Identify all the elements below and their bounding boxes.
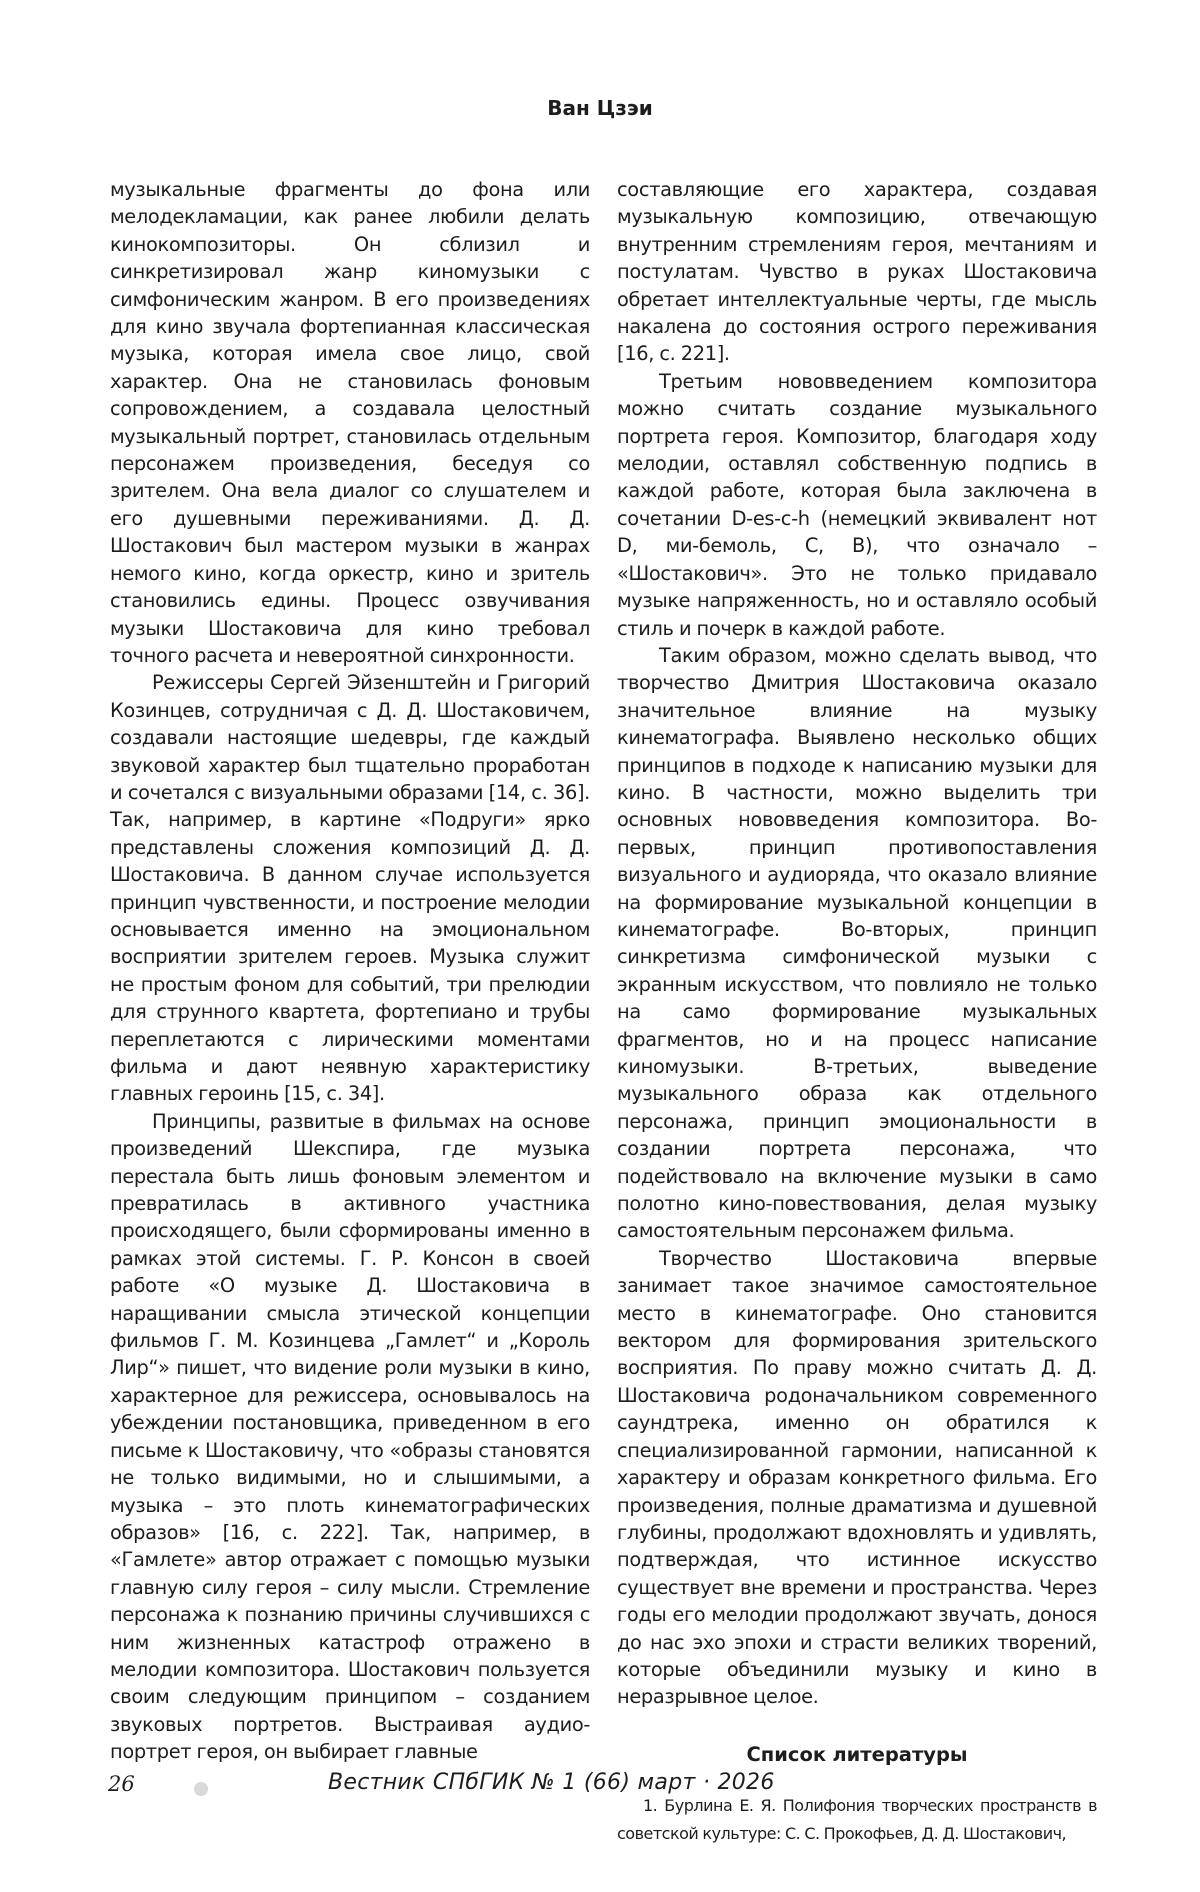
running-head-author: Ван Цзэи xyxy=(547,96,653,120)
paragraph: музыкальные фрагменты до фона или мелодекламации, как ранее любили делать кинокомпозиторы. Он сблизил и синкретизировал жанр киномузыки с симфоническим жанром. В его произведениях для кино звучала фортепианная классическая музыка, которая имела свое лицо, свой характер. Она не становилась фоновым сопровождением, а создавала целостный музыкальный портрет, становилась отдельным персонажем произведения, беседуя со зрителем. Она вела диалог со слушателем и его душевными переживаниями. Д. Д. Шостакович был мастером музыки в жанрах немого кино, когда оркестр, кино и зритель становились едины. Процесс озвучивания музыки Шостаковича для кино требовал точного расчета и невероятной синхронности. xyxy=(110,178,590,667)
paragraph: составляющие его характера, создавая музыкальную композицию, отвечающую внутренним стремлениям героя, мечтаниям и постулатам. Чувство в руках Шостаковича обретает интеллектуальные черты, где мысль накалена до состояния острого переживания [16, с. 221]. xyxy=(617,178,1097,366)
journal-footer: Вестник СПбГИК № 1 (66) март · 2026 xyxy=(328,1770,775,1795)
paragraph: Третьим нововведением композитора можно считать создание музыкального портрета героя. Композитор, благодаря ходу мелодии, оставлял собственную подпись в каждой работе, которая была заключена в сочетании D-es-c-h (немецкий эквивалент нот D, ми-бемоль, C, B), что означало – «Шостакович». Это не только придавало музыке напряженность, но и оставляло особый стиль и почерк в каждой работе. xyxy=(617,369,1097,640)
page-number: 26 xyxy=(108,1772,135,1796)
paragraph: Творчество Шостаковича впервые занимает такое значимое самостоятельное место в кинематографе. Оно становится вектором для формирования зрительского восприятия. По праву можно считать Д. Д. Шостаковича родоначальником современного саундтрека, именно он обратился к специализированной гармонии, написанной к характеру и образам конкретного фильма. Его произведения, полные драматизма и душевной глубины, продолжают вдохновлять и удивлять, подтверждая, что истинное искусство существует вне времени и пространства. Через годы его мелодии продолжают звучать, донося до нас эхо эпохи и страсти великих творений, которые объединили музыку и кино в неразрывное целое. xyxy=(617,1246,1097,1709)
references-heading: Список литературы xyxy=(746,1742,968,1766)
paragraph: Таким образом, можно сделать вывод, что творчество Дмитрия Шостаковича оказало значительное влияние на музыку кинематографа. Выявлено несколько общих принципов в подходе к написанию музыки для кино. В частности, можно выделить три основных нововведения композитора. Во-первых, принцип противопоставления визуального и аудиоряда, что оказало влияние на формирование музыкальной концепции в кинематографе. Во-вторых, принцип синкретизма симфонической музыки с экранным искусством, что повлияло не только на само формирование музыкальных фрагментов, но и на процесс написание киномузыки. В-третьих, выведение музыкального образа как отдельного персонажа, принцип эмоциональности в создании портрета персонажа, что подействовало на включение музыки в само полотно кино-повествования, делая музыку самостоятельным персонажем фильма. xyxy=(617,643,1097,1243)
paragraph: Режиссеры Сергей Эйзенштейн и Григорий Козинцев, сотрудничая с Д. Д. Шостаковичем, создавали настоящие шедевры, где каждый звуковой характер был тщательно проработан и сочетался с визуальными образами [14, с. 36]. Так, например, в картине «Подруги» ярко представлены сложения композиций Д. Д. Шостаковича. В данном случае используется принцип чувственности, и построение мелодии основывается именно на эмоциональном восприятии зрителем героев. Музыка служит не простым фоном для событий, три прелюдии для струнного квартета, фортепиано и трубы переплетаются с лирическими моментами фильма и дают неявную характеристику главных героинь [15, с. 34]. xyxy=(110,671,590,1106)
paragraph: Принципы, развитые в фильмах на основе произведений Шекспира, где музыка перестала быть лишь фоновым элементом и превратилась в активного участника происходящего, были сформированы именно в рамках этой системы. Г. Р. Консон в своей работе «О музыке Д. Шостаковича в наращивании смысла этической концепции фильмов Г. М. Козинцева „Гамлет“ и „Король Лир“» пишет, что видение роли музыки в кино, характерное для режиссера, основывалось на убеждении постановщика, приведенном в его письме к Шостаковичу, что «образы становятся не только видимыми, но и слышимыми, а музыка – это плоть кинематографических образов» [16, с. 222]. Так, например, в «Гамлете» автор отражает с помощью музыки главную силу героя – силу мысли. Стремление персонажа к познанию причины случившихся с ним жизненных катастроф отражено в мелодии композитора. Шостакович пользуется своим следующим принципом – созданием звуковых портретов. Выстраивая аудио-портрет героя, он выбирает главные xyxy=(110,1109,590,1764)
folio-dot-icon xyxy=(194,1782,208,1796)
right-column xyxy=(617,176,1097,1848)
reference-item: 1. Бурлина Е. Я. Полифония творческих пространств в советской культуре: С. С. Прокофьев, Д. Д. Шостакович, xyxy=(617,1796,1097,1844)
left-column xyxy=(110,176,590,1766)
